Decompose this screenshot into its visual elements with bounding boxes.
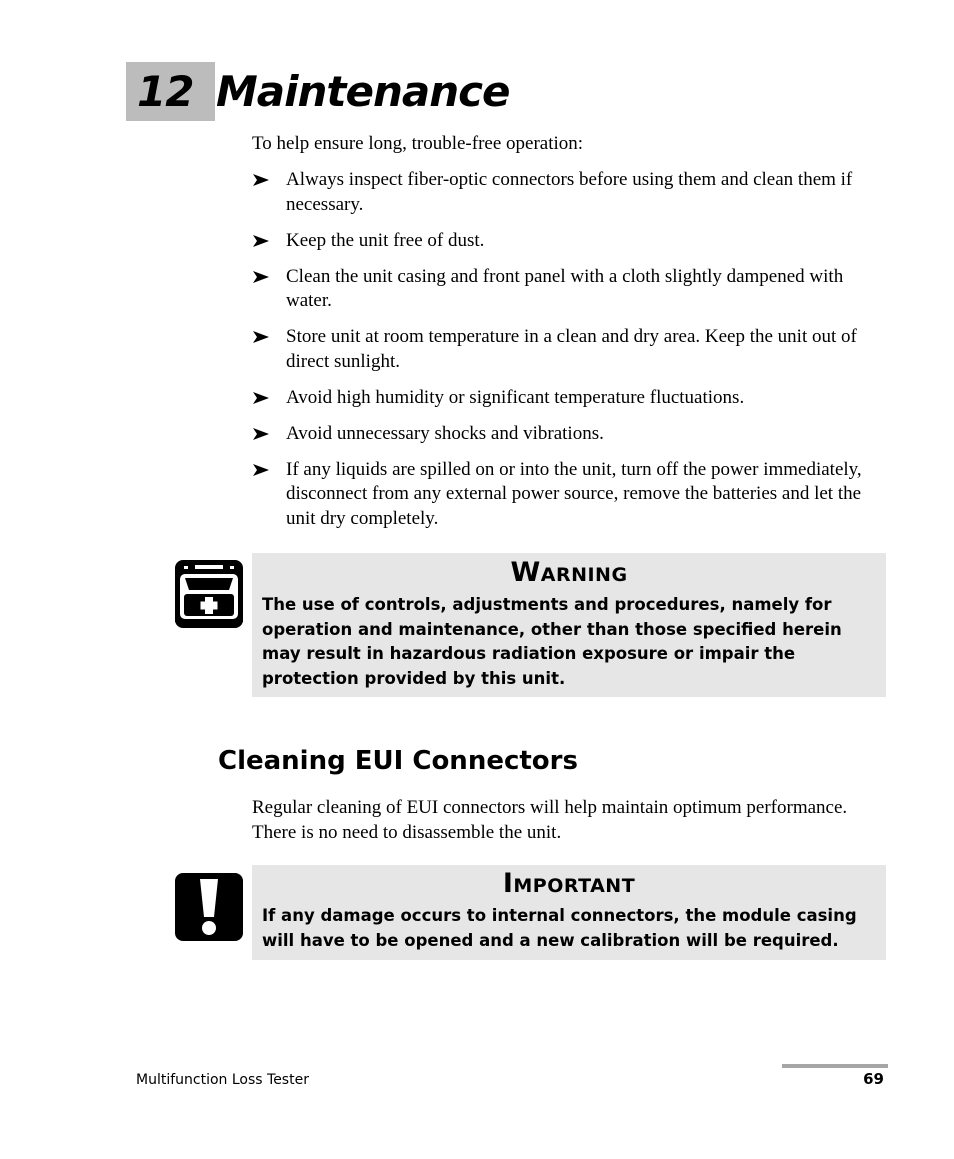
page-number: 69 — [863, 1070, 884, 1088]
arrow-bullet-icon — [252, 425, 270, 443]
list-item: Store unit at room temperature in a clean and dry area. Keep the unit out of direct sunlight. — [252, 325, 892, 374]
footer-rule — [782, 1064, 888, 1068]
warning-box — [252, 553, 886, 697]
list-item: If any liquids are spilled on or into the unit, turn off the power immediately, disconnect from any external power source, remove the batteries and let the unit dry completely. — [252, 458, 892, 532]
list-item: Always inspect fiber-optic connectors before using them and clean them if necessary. — [252, 168, 892, 217]
arrow-bullet-icon — [252, 171, 270, 189]
list-item: Avoid high humidity or significant temperature fluctuations. — [252, 386, 892, 411]
arrow-bullet-icon — [252, 461, 270, 479]
section-title: Cleaning EUI Connectors — [218, 746, 578, 776]
chapter-number: 12 — [137, 67, 194, 116]
warning-title: Warning — [510, 557, 628, 588]
list-item: Clean the unit casing and front panel with a cloth slightly dampened with water. — [252, 265, 892, 314]
list-item: Avoid unnecessary shocks and vibrations. — [252, 422, 892, 447]
chapter-title: Maintenance — [216, 67, 510, 116]
warning-text: The use of controls, adjustments and procedures, namely for operation and maintenance, other than those specified herein may result in hazardous radiation exposure or impair the protection provided by this unit. — [262, 595, 842, 688]
arrow-bullet-icon — [252, 389, 270, 407]
intro-text: To help ensure long, trouble-free operation: — [252, 133, 584, 154]
arrow-bullet-icon — [252, 268, 270, 286]
maintenance-list — [252, 168, 892, 543]
important-title: Important — [502, 868, 636, 899]
important-text: If any damage occurs to internal connectors, the module casing will have to be opened and a new calibration will be required. — [262, 906, 857, 950]
arrow-bullet-icon — [252, 232, 270, 250]
footer-product-name: Multifunction Loss Tester — [136, 1072, 309, 1088]
exclamation-icon — [175, 873, 243, 941]
section-paragraph: Regular cleaning of EUI connectors will help maintain optimum performance. There is no need to disassemble the unit. — [252, 797, 848, 843]
arrow-bullet-icon — [252, 328, 270, 346]
ambulance-icon — [175, 560, 243, 628]
list-item: Keep the unit free of dust. — [252, 229, 892, 254]
important-box — [252, 865, 886, 960]
